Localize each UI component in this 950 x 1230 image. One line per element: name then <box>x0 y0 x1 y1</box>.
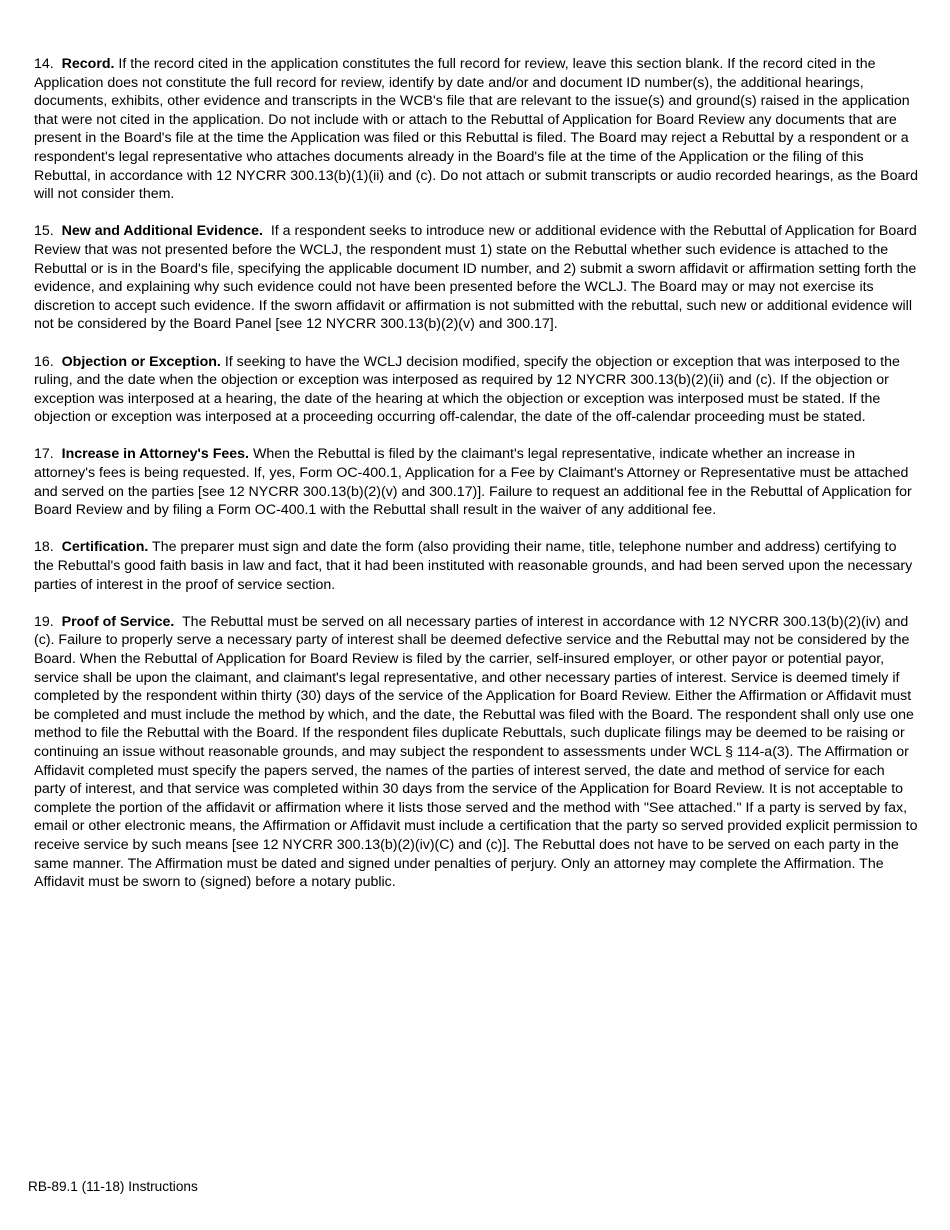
section-body: When the Rebuttal is filed by the claimant's legal representative, indicate whether an increase in attorney's fees is being requested. If, yes, Form OC-400.1, Application for a Fee by Claimant's Attorney or Representative must be attached and served on the parties [see 12 NYCRR 300.13(b)(2)(v) and 300.17)]. Failure to request an additional fee in the Rebuttal of Application for Board Review and by filing a Form OC-400.1 with the Rebuttal shall result in the waiver of any additional fee. <box>34 446 912 519</box>
section-body: If the record cited in the application constitutes the full record for review, leave this section blank. If the record cited in the Application does not constitute the full record for review, identify by date and/or and document ID number(s), the additional hearings, documents, exhibits, other evidence and transcripts in the WCB's file that are relevant to the issue(s) and ground(s) raised in the application that were not cited in the application. Do not include with or attach to the Rebuttal of Application for Board Review any documents that are present in the Board's file at the time the Application was filed or this Rebuttal is filed. The Board may reject a Rebuttal by a respondent or a respondent's legal representative who attaches documents already in the Board's file at the time of the Application or the filing of this Rebuttal, in accordance with 12 NYCRR 300.13(b)(1)(ii) and (c). Do not attach or submit transcripts or audio recorded hearings, as the Board will not consider them. <box>34 56 918 203</box>
section-14-record <box>34 55 920 204</box>
section-number: 16. <box>34 353 54 370</box>
section-19-proof-of-service <box>34 613 920 892</box>
section-heading: Increase in Attorney's Fees. <box>61 446 249 463</box>
section-15-new-evidence <box>34 222 920 334</box>
instructions-content <box>34 55 920 910</box>
section-heading: New and Additional Evidence. <box>61 223 263 240</box>
section-body: If a respondent seeks to introduce new or additional evidence with the Rebuttal of Application for Board Review that was not presented before the WCLJ, the respondent must 1) state on the Rebuttal whether such evidence is attached to the Rebuttal or is in the Board's file, specifying the applicable document ID number, and 2) submit a sworn affidavit or affirmation setting forth the evidence, and explaining why such evidence could not have been presented before the WCLJ. The Board may or may not exercise its discretion to accept such evidence. If the sworn affidavit or affirmation is not submitted with the rebuttal, such new or additional evidence will not be considered by the Board Panel [see 12 NYCRR 300.13(b)(2)(v) and 300.17]. <box>34 223 917 333</box>
section-body: If seeking to have the WCLJ decision modified, specify the objection or exception that was interposed to the ruling, and the date when the objection or exception was interposed as required by 12 NYCRR 300.13(b)(2)(ii) and (c). If the objection or exception was interposed at a hearing, the date of the hearing at which the objection or exception was interposed must be stated. If the objection or exception was interposed at a proceeding occurring off-calendar, the date of the off-calendar proceeding must be stated. <box>34 353 900 426</box>
section-number: 15. <box>34 223 54 240</box>
section-17-attorney-fees <box>34 445 920 519</box>
section-number: 14. <box>34 56 54 72</box>
section-number: 19. <box>34 613 54 630</box>
section-number: 18. <box>34 539 54 556</box>
section-body: The Rebuttal must be served on all necessary parties of interest in accordance with 12 NYCRR 300.13(b)(2)(iv) and (c). Failure to properly serve a necessary party of interest shall be deemed defective service and the Rebuttal may not be considered by the Board. When the Rebuttal of Application for Board Review is filed by the carrier, self-insured employer, or other payor or potential payor, service shall be upon the claimant, and claimant's legal representative, and other necessary parties of interest. Service is deemed timely if completed by the respondent within thirty (30) days of the service of the Application for Board Review. Either the Affirmation or Affidavit must be completed and must include the method by which, and the date, the Rebuttal was filed with the Board. The respondent shall only use one method to file the Rebuttal with the Board. If the respondent files duplicate Rebuttals, such duplicate filings may be deemed to be raising or continuing an issue without reasonable grounds, and may subject the respondent to assessments under WCL § 114-a(3). The Affirmation or Affidavit completed must specify the papers served, the names of the parties of interest served, the date and method of service for each party of interest, and that service was completed within 30 days from the service of the Application for Board Review. It is not acceptable to complete the portion of the affidavit or affirmation where it lists those served and the method with "See attached." If a party is served by fax, email or other electronic means, the Affirmation or Affidavit must include a certification that the party so served provided explicit permission to receive service by such means [see 12 NYCRR 300.13(b)(2)(iv)(C) and (c)]. The Rebuttal does not have to be served on each party in the same manner. The Affirmation must be dated and signed under penalties of perjury. Only an attorney may complete the Affirmation. The Affidavit must be sworn to (signed) before a notary public. <box>34 613 918 891</box>
form-footer-id: RB-89.1 (11-18) Instructions <box>28 1179 198 1194</box>
section-heading: Record. <box>61 56 115 72</box>
section-18-certification <box>34 538 920 594</box>
section-heading: Certification. <box>61 539 149 556</box>
section-16-objection <box>34 353 920 427</box>
section-body: The preparer must sign and date the form (also providing their name, title, telephone number and address) certifying to the Rebuttal's good faith basis in law and fact, that it had been instituted with reasonable grounds, and had been served upon the necessary parties of interest in the proof of service section. <box>34 539 913 593</box>
section-heading: Proof of Service. <box>61 613 175 630</box>
section-number: 17. <box>34 446 54 463</box>
section-heading: Objection or Exception. <box>61 353 221 370</box>
